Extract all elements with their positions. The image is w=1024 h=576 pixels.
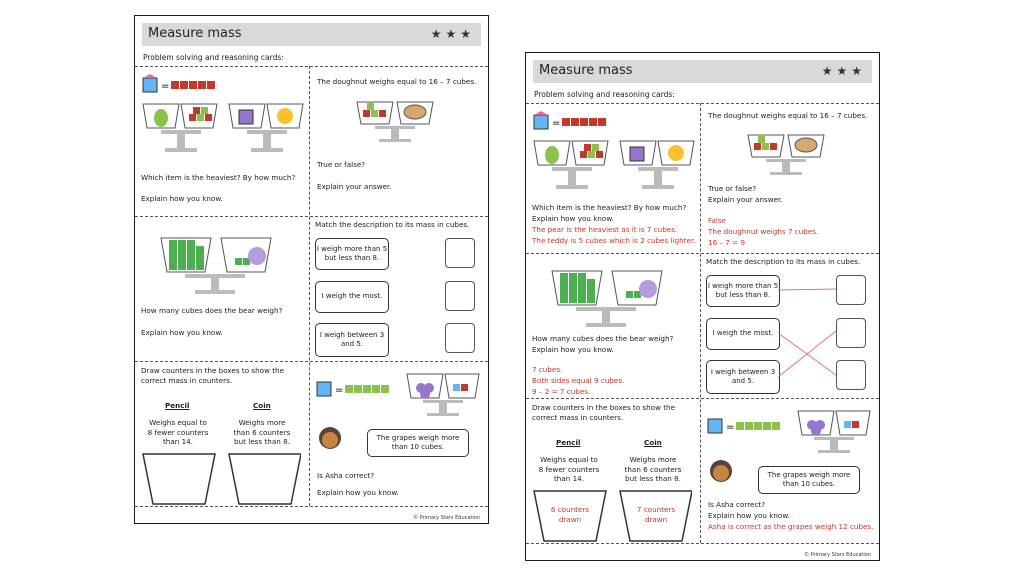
- instruction-counters: Draw counters in the boxes to show the: [532, 403, 676, 412]
- scales-illustration-doughnut: [746, 129, 826, 179]
- question-bear: How many cubes does the bear weigh?: [532, 334, 674, 343]
- coin-line-3: but less than 8.: [234, 437, 290, 447]
- pencil-line-3: than 14.: [162, 437, 194, 447]
- question-heaviest: Which item is the heaviest? By how much?: [532, 203, 687, 212]
- divider: [135, 216, 488, 217]
- question-heaviest: Which item is the heaviest? By how much?: [141, 173, 296, 182]
- coin-line-1: Weighs more: [238, 418, 286, 427]
- coin-line-1: Weighs more: [629, 455, 677, 464]
- question-bear: How many cubes does the bear weigh?: [141, 306, 283, 315]
- asha-avatar: [708, 457, 734, 487]
- divider: [135, 361, 488, 362]
- instruction-counters-2: correct mass in counters.: [532, 413, 624, 422]
- pencil-line-1: Weighs equal to: [540, 455, 598, 464]
- sheet-subtitle: Problem solving and reasoning cards:: [534, 90, 675, 99]
- question-explain: Explain how you know.: [532, 345, 614, 354]
- question-true-false: True or false?: [708, 184, 757, 193]
- scales-illustration-pear-teddy: [532, 111, 697, 193]
- coin-answer-line-1: 7 counters: [636, 505, 676, 514]
- asha-avatar: [317, 424, 343, 454]
- description-box-3: I weigh between 3 and 5.: [315, 323, 389, 357]
- coin-description: [618, 455, 688, 484]
- question-explain: Explain how you know.: [141, 328, 223, 337]
- speech-bubble: The grapes weigh more than 10 cubes.: [758, 466, 860, 494]
- svg-text:=: =: [161, 81, 170, 92]
- divider: [526, 103, 879, 104]
- coin-line-2: than 6 counters: [624, 464, 682, 474]
- divider: [526, 253, 879, 254]
- statement-doughnut: The doughnut weighs equal to 16 – 7 cubes.: [317, 77, 477, 86]
- coin-line-2: than 6 counters: [233, 427, 291, 437]
- scales-illustration-doughnut: [355, 96, 435, 146]
- answer-doughnut-2: The doughnut weighs 7 cubes.: [708, 227, 819, 236]
- sheet-subtitle: Problem solving and reasoning cards:: [143, 53, 284, 62]
- answer-bear-1: 7 cubes.: [532, 365, 563, 374]
- description-box-2: I weigh the most.: [315, 281, 389, 313]
- cube-tile[interactable]: [836, 360, 866, 390]
- cube-tile[interactable]: [836, 318, 866, 348]
- difficulty-stars: ★★★: [821, 64, 866, 78]
- instruction-match: Match the description to its mass in cubes.: [706, 257, 861, 266]
- instruction-counters-2: correct mass in counters.: [141, 376, 233, 385]
- pencil-line-2: 8 fewer counters: [147, 427, 209, 437]
- question-true-false: True or false?: [317, 160, 366, 169]
- pencil-line-2: 8 fewer counters: [538, 464, 600, 474]
- sheet-title: Measure mass: [148, 26, 242, 41]
- answer-bear-2: Both sides equal 9 cubes.: [532, 376, 625, 385]
- divider: [135, 66, 488, 67]
- pencil-answer: [534, 505, 606, 524]
- question-asha: Is Asha correct?: [708, 500, 766, 509]
- coin-answer-line-2: drawn: [644, 514, 668, 524]
- statement-doughnut: The doughnut weighs equal to 16 – 7 cubes.: [708, 111, 868, 120]
- answer-doughnut-1: False: [708, 216, 727, 225]
- coin-line-3: but less than 8.: [625, 474, 681, 484]
- answer-asha: Asha is correct as the grapes weigh 12 cubes.: [708, 522, 874, 531]
- cube-tile[interactable]: [836, 275, 866, 305]
- scales-illustration-pear-teddy: [141, 74, 306, 156]
- cube-tile[interactable]: [445, 238, 475, 268]
- answer-boxes: [141, 452, 301, 508]
- pencil-answer-line-1: 6 counters: [550, 505, 590, 514]
- pencil-answer-line-2: drawn: [558, 514, 582, 524]
- cube-tile[interactable]: [445, 281, 475, 311]
- footer-copyright: © Primary Stars Education: [413, 515, 480, 521]
- difficulty-stars: ★★★: [430, 27, 475, 41]
- pencil-description: [143, 418, 213, 447]
- question-explain: Explain how you know.: [317, 488, 399, 497]
- divider-vertical: [309, 66, 310, 506]
- match-line: [778, 331, 836, 377]
- cube-tile[interactable]: [445, 323, 475, 353]
- coin-description: [227, 418, 297, 447]
- question-explain: Explain how you know.: [141, 194, 223, 203]
- speech-bubble: The grapes weigh more than 10 cubes.: [367, 429, 469, 457]
- coin-answer: [620, 505, 692, 524]
- description-box-2: I weigh the most.: [706, 318, 780, 350]
- answer-bear-3: 9 – 2 = 7 cubes.: [532, 387, 591, 396]
- question-explain: Explain how you know.: [532, 214, 614, 223]
- coin-answer-box[interactable]: [229, 454, 301, 504]
- answer-doughnut-3: 16 – 7 = 9: [708, 238, 746, 247]
- svg-text:=: =: [552, 118, 561, 129]
- answer-heaviest-2: The teddy is 5 cubes which is 2 cubes lighter.: [532, 236, 696, 245]
- pencil-title: Pencil: [165, 401, 190, 410]
- svg-text:=: =: [726, 422, 735, 433]
- description-box-1: I weigh more than 5 but less than 8.: [706, 275, 780, 307]
- pencil-answer-box[interactable]: [143, 454, 215, 504]
- instruction-match: Match the description to its mass in cubes.: [315, 220, 470, 229]
- coin-title: Coin: [644, 438, 662, 447]
- scales-illustration-grapes: [315, 368, 480, 424]
- divider-vertical: [700, 103, 701, 543]
- pencil-line-3: than 14.: [553, 474, 585, 484]
- svg-text:=: =: [335, 385, 344, 396]
- worksheet-answers: [525, 52, 880, 561]
- instruction-counters: Draw counters in the boxes to show the: [141, 366, 285, 375]
- worksheet-questions: [134, 15, 489, 524]
- scales-illustration-grapes: [706, 405, 871, 461]
- question-explain: Explain how you know.: [708, 511, 790, 520]
- divider: [526, 398, 879, 399]
- scales-illustration-bear: [157, 228, 277, 298]
- match-line: [778, 289, 836, 290]
- sheet-header: [533, 60, 872, 83]
- sheet-header: [142, 23, 481, 46]
- pencil-title: Pencil: [556, 438, 581, 447]
- matching-lines: [778, 275, 838, 395]
- sheet-title: Measure mass: [539, 63, 633, 78]
- question-explain-answer: Explain your answer.: [708, 195, 783, 204]
- description-box-1: I weigh more than 5 but less than 8.: [315, 238, 389, 270]
- question-asha: Is Asha correct?: [317, 471, 375, 480]
- coin-title: Coin: [253, 401, 271, 410]
- footer-copyright: © Primary Stars Education: [804, 552, 871, 558]
- scales-illustration-bear: [548, 261, 668, 331]
- pencil-description: [534, 455, 604, 484]
- pencil-line-1: Weighs equal to: [149, 418, 207, 427]
- answer-heaviest-1: The pear is the heaviest as it is 7 cubes.: [532, 225, 678, 234]
- question-explain-answer: Explain your answer.: [317, 182, 392, 191]
- description-box-3: I weigh between 3 and 5.: [706, 360, 780, 394]
